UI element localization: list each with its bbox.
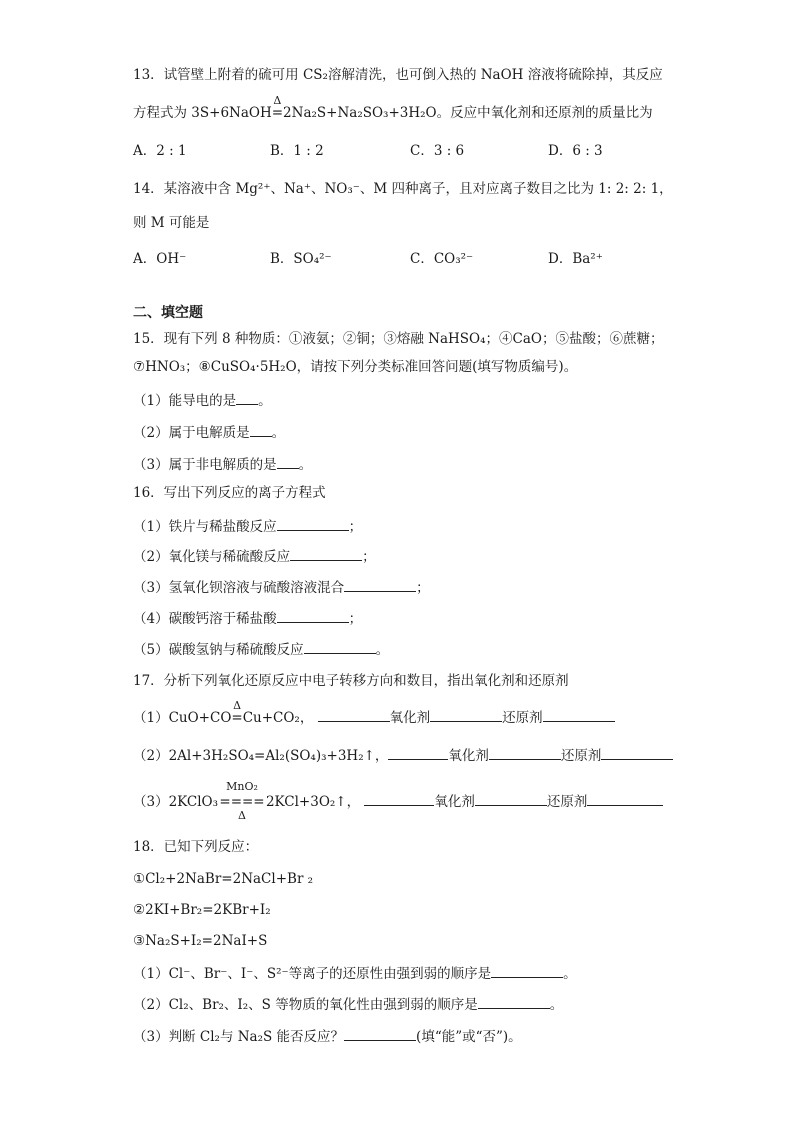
q13-line1: 13．试管壁上附着的硫可用 CS₂溶解清洗，也可倒入热的 NaOH 溶液将硫除掉，其反应	[133, 67, 663, 83]
q17-r1-eq-sign: Δ =	[231, 699, 243, 726]
q13-option-b: B．1 : 2	[270, 143, 324, 159]
heat-condition: Δ	[238, 809, 246, 822]
q15-line1: 15．现有下列 8 种物质：①液氨；②铜；③熔融 NaHSO₄；④CaO；⑤盐酸；⑥蔗糖；	[133, 331, 664, 347]
q13-eq-right: 2Na₂S+Na₂SO₃+3H₂O。反应中氧化剂和还原剂的质量比为	[283, 105, 653, 121]
section-title: 二、填空题	[133, 305, 203, 321]
answer-blank[interactable]	[236, 390, 258, 405]
heat-condition: Δ	[233, 699, 242, 712]
q16-item-4: （4）碳酸钙溶于稀盐酸 ；	[133, 608, 362, 628]
answer-blank[interactable]	[478, 994, 550, 1009]
q16-item-2: （2）氧化镁与稀硫酸反应 ；	[133, 546, 376, 566]
q13-eq-sign: Δ =	[271, 94, 284, 121]
answer-blank[interactable]	[489, 745, 561, 760]
q14-option-d: D．Ba²⁺	[548, 251, 603, 267]
q15-item-1: （1）能导电的是 。	[133, 390, 272, 410]
answer-blank[interactable]	[277, 454, 299, 469]
q18-line1: 18．已知下列反应：	[133, 839, 259, 855]
answer-blank[interactable]	[388, 745, 448, 760]
q13-option-a: A．2 : 1	[133, 143, 187, 159]
q16-item-5: （5）碳酸氢钠与稀硫酸反应 。	[133, 639, 389, 659]
q18-eq-3: ③Na₂S+I₂=2NaI+S	[133, 933, 268, 949]
q16-line1: 16．写出下列反应的离子方程式	[133, 485, 326, 501]
q18-eq-1: ①Cl₂+2NaBr=2NaCl+Br ₂	[133, 871, 314, 887]
q18-eq-2: ②2KI+Br₂=2KBr+I₂	[133, 902, 271, 918]
answer-blank[interactable]	[344, 577, 416, 592]
catalyst-condition: MnO₂	[226, 780, 258, 793]
q18-item-2: （2）Cl₂、Br₂、I₂、S 等物质的氧化性由强到弱的顺序是 。	[133, 994, 563, 1014]
q14-option-b: B．SO₄²⁻	[270, 251, 332, 267]
answer-blank[interactable]	[250, 422, 272, 437]
q14-line2: 则 M 可能是	[133, 215, 210, 231]
answer-blank[interactable]	[543, 707, 615, 722]
answer-blank[interactable]	[430, 707, 502, 722]
q17-r3-eq-sign: MnO₂ ==== Δ	[218, 793, 266, 811]
q17-reaction-3: （3）2KClO₃ MnO₂ ==== Δ 2KCl+3O₂↑， 氧化剂 还原剂	[133, 791, 663, 811]
heat-condition: Δ	[273, 94, 282, 107]
q14-option-c: C．CO₃²⁻	[410, 251, 474, 267]
answer-blank[interactable]	[491, 963, 563, 978]
q14-line1: 14．某溶液中含 Mg²⁺、Na⁺、NO₃⁻、M 四种离子，且对应离子数目之比为 1: 2: 2: 1，	[133, 181, 673, 197]
q16-item-1: （1）铁片与稀盐酸反应 ；	[133, 516, 362, 536]
answer-blank[interactable]	[344, 1026, 416, 1041]
q13-option-d: D．6 : 3	[548, 143, 603, 159]
answer-blank[interactable]	[587, 791, 663, 806]
q13-line2	[133, 94, 653, 122]
answer-blank[interactable]	[318, 707, 390, 722]
q18-item-3: （3）判断 Cl₂与 Na₂S 能否反应？ (填“能”或“否”)。	[133, 1026, 522, 1046]
q17-reaction-2: （2）2Al+3H₂SO₄=Al₂(SO₄)₃+3H₂↑， 氧化剂 还原剂	[133, 745, 673, 765]
q13-option-c: C．3 : 6	[410, 143, 465, 159]
answer-blank[interactable]	[277, 608, 349, 623]
answer-blank[interactable]	[601, 745, 673, 760]
answer-blank[interactable]	[475, 791, 547, 806]
q15-item-3: （3）属于非电解质的是 。	[133, 454, 312, 474]
q16-item-3: （3）氢氧化钡溶液与硫酸溶液混合 ；	[133, 577, 430, 597]
answer-blank[interactable]	[277, 516, 349, 531]
q17-reaction-1: （1）CuO+CO Δ =Cu+CO₂， 氧化剂 还原剂	[133, 707, 615, 727]
q15-item-2: （2）属于电解质是 。	[133, 422, 285, 442]
q15-line2: ⑦HNO₃；⑧CuSO₄·5H₂O，请按下列分类标准回答问题(填写物质编号)。	[133, 359, 578, 375]
q18-item-1: （1）Cl⁻、Br⁻、I⁻、S²⁻等离子的还原性由强到弱的顺序是 。	[133, 963, 577, 983]
answer-blank[interactable]	[290, 546, 362, 561]
q13-eq-left: 方程式为 3S+6NaOH	[133, 105, 272, 121]
q14-option-a: A．OH⁻	[133, 251, 187, 267]
answer-blank[interactable]	[304, 639, 376, 654]
q17-line1: 17．分析下列氧化还原反应中电子转移方向和数目，指出氧化剂和还原剂	[133, 673, 569, 689]
answer-blank[interactable]	[364, 791, 434, 806]
